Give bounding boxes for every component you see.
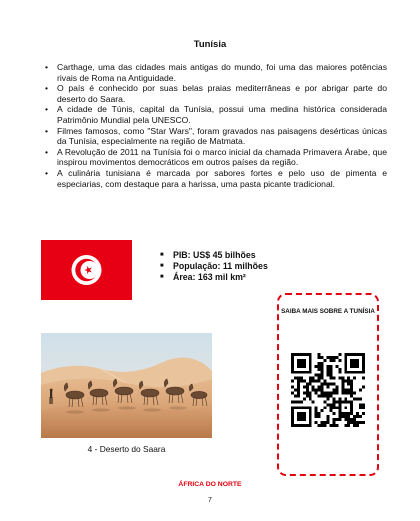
stats-list [160,250,268,283]
page-title: Tunísia [193,39,227,50]
fact-item: • Carthage, uma das cidades mais antigas do mundo, foi uma das maiores potências rivais de Roma na Antiguidade. [44,62,387,83]
tunisia-flag [41,240,132,300]
fact-item: • A cidade de Túnis, capital da Tunísia, possui uma medina histórica considerada Patrimônio Mundial pela UNESCO. [44,104,387,125]
population-stat: ■ População: 11 milhões [160,261,268,272]
fact-item: • A culinária tunisiana é marcada por sabores fortes e pelo uso de pimenta e especiarias, com destaque para a harissa, uma pasta picante tradicional. [44,168,387,189]
gdp-stat: ■ PIB: US$ 45 bilhões [160,250,268,261]
photo-caption: 4 - Deserto do Saara [87,444,166,454]
fact-item: • Filmes famosos, como "Star Wars", foram gravados nas paisagens desérticas únicas da Tunísia, especialmente na região de Matmata. [44,126,387,147]
sahara-desert-photo [41,333,212,438]
facts-list [44,62,387,189]
qr-label: SAIBA MAIS SOBRE A TUNÍSIA [281,308,375,315]
area-stat: ■ Área: 163 mil km² [160,272,268,283]
fact-item: • O país é conhecido por suas belas praias mediterrâneas e por abrigar parte do deserto do Saara. [44,83,387,104]
fact-item: • A Revolução de 2011 na Tunísia foi o marco inicial da chamada Primavera Árabe, que inspirou movimentos democráticos em outros países da região. [44,147,387,168]
footer-section-label: ÁFRICA DO NORTE [178,481,242,488]
qr-code[interactable] [291,353,365,427]
page-number: 7 [208,497,212,504]
qr-card [277,293,379,476]
